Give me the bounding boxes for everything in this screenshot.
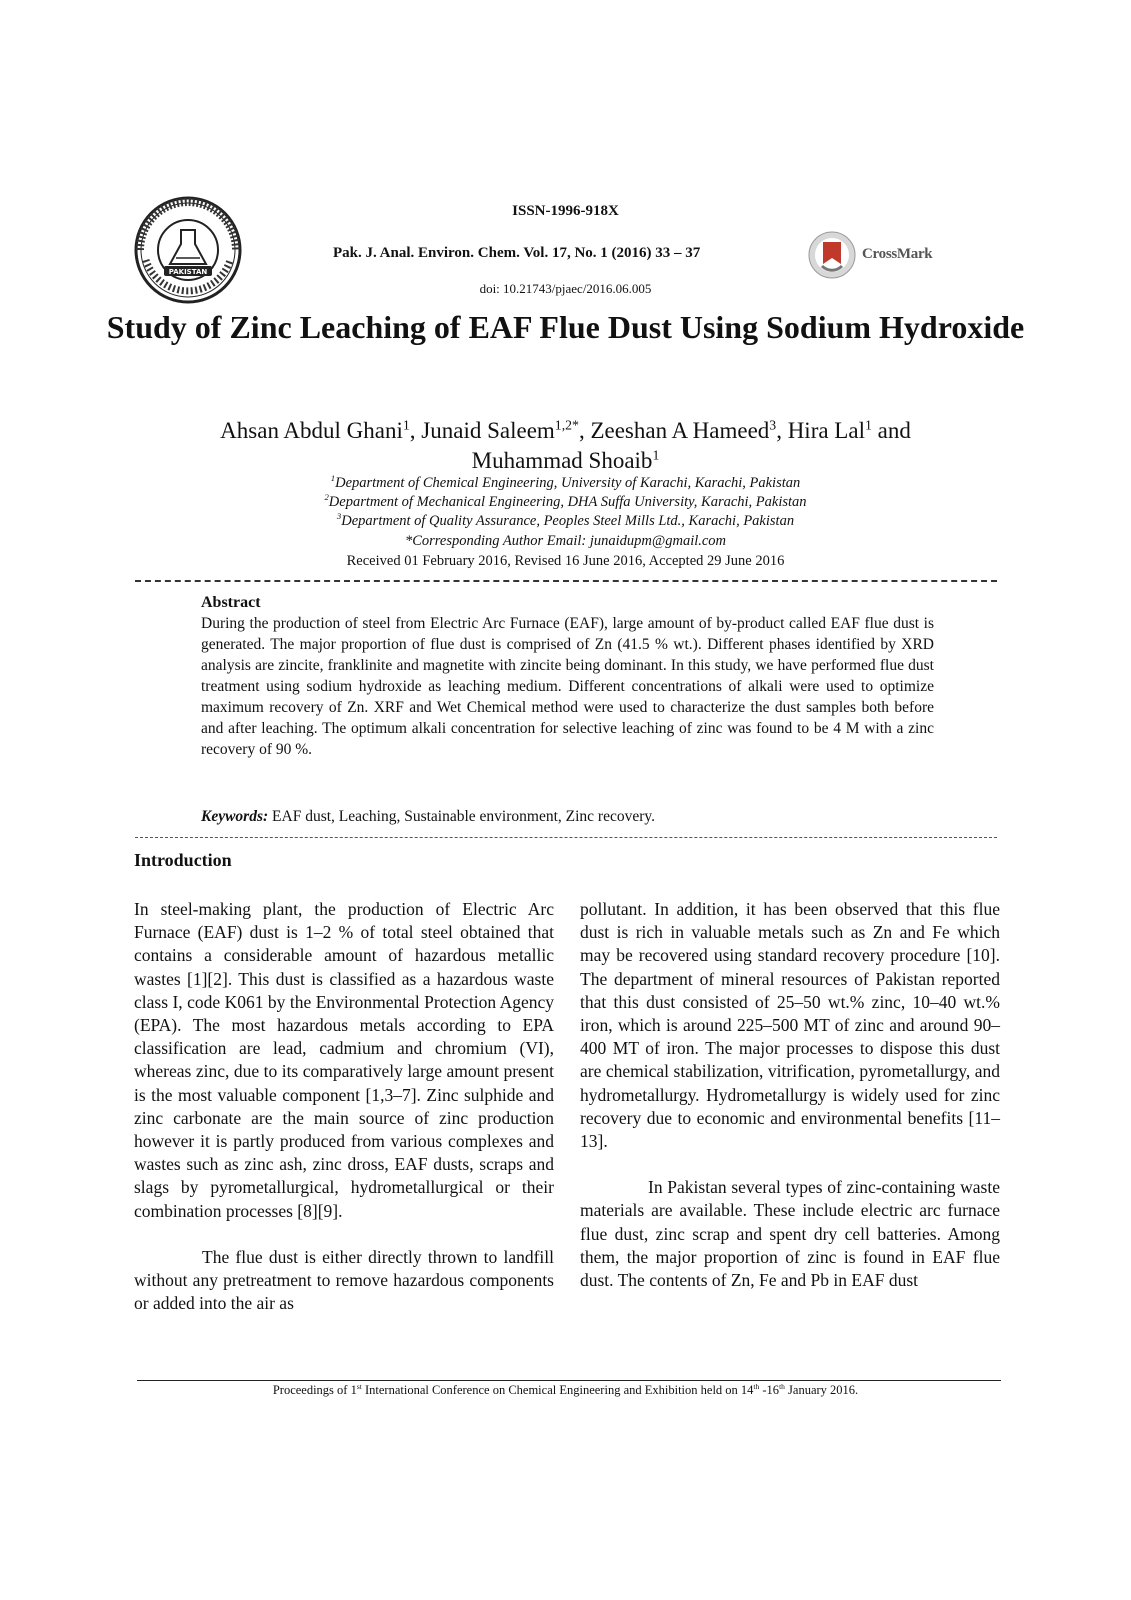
svg-text:PAKISTAN: PAKISTAN xyxy=(168,268,208,276)
author-name: Ahsan Abdul Ghani xyxy=(220,418,403,443)
affiliation-text: Department of Chemical Engineering, University of Karachi, Karachi, Pakistan xyxy=(335,475,801,491)
affiliation-sup: 1 xyxy=(330,473,336,484)
footer-text: -16 xyxy=(759,1383,780,1397)
author-sup: 1 xyxy=(652,447,660,463)
divider xyxy=(135,580,997,585)
affiliation-sup: 2 xyxy=(324,492,329,503)
footer-note xyxy=(0,1383,1131,1398)
corresponding-author: *Corresponding Author Email: junaidupm@gmail.com xyxy=(404,533,727,549)
author-name: Muhammad Shoaib xyxy=(471,448,653,473)
footer-sup: st xyxy=(356,1381,362,1391)
author-name: Hira Lal xyxy=(787,418,865,443)
text-column-right xyxy=(580,898,1000,1292)
text-column-left xyxy=(134,898,554,1315)
author-list: Ahsan Abdul Ghani$^1$, Junaid Saleem$^{1,2*}$, Zeeshan A Hameed$^3$, Hira Lal$^1$ and Muhammad Shoaib$^1$ xyxy=(220,417,911,473)
journal-citation: Pak. J. Anal. Environ. Chem. Vol. 17, No. 1 (2016) 33 – 37 xyxy=(333,245,701,261)
received-dates: Received 01 February 2016, Revised 16 June 2016, Accepted 29 June 2016 xyxy=(346,553,785,569)
paragraph: In steel-making plant, the production of Electric Arc Furnace (EAF) dust is 1–2 % of total steel obtained that contains a considerable amount of hazardous metallic wastes [1][2]. This dust is classified as a hazardous waste class I, code K061 by the Environmental Protection Agency (EPA). The most hazardous metals according to EPA classification are lead, cadmium and chromium (VI), whereas zinc, due to its comparatively large amount present is the most valuable component [1,3–7]. Zinc sulphide and zinc carbonate are the main source of zinc production however it is partly produced from various complexes and wastes such as zinc ash, zinc dross, EAF dusts, scraps and slags by pyrometallurgical, hydrometallurgical or their combination processes [8][9]. xyxy=(134,899,554,1221)
keywords-label: Keywords: xyxy=(201,808,269,825)
doi-link[interactable]: doi: 10.21743/pjaec/2016.06.005 xyxy=(479,281,652,296)
affiliation xyxy=(80,475,1051,492)
author-sup: 1 xyxy=(402,417,410,433)
footer-rule xyxy=(137,1380,1001,1381)
affiliation-sup: 3 xyxy=(336,511,342,522)
paragraph: pollutant. In addition, it has been observed that this flue dust is rich in valuable metals such as Zn and Fe which may be recovered using standard recovery procedure [10]. The department of mineral resources of Pakistan reported that this dust consisted of 25–50 wt.% zinc, 10–40 wt.% iron, which is around 225–500 MT of zinc and around 90–400 MT of iron. The major processes to dispose this dust are chemical stabilization, vitrification, pyrometallurgy, and hydrometallurgy. Hydrometallurgy is widely used for zinc recovery due to economic and environmental benefits [11–13]. xyxy=(580,899,1000,1152)
author-name: Zeeshan A Hameed xyxy=(590,418,770,443)
author-name: Junaid Saleem xyxy=(421,418,555,443)
keywords xyxy=(201,808,655,826)
section-heading: Introduction xyxy=(134,850,232,870)
footer-sup: th xyxy=(753,1381,760,1391)
affiliation-text: Department of Mechanical Engineering, DHA Suffa University, Karachi, Pakistan xyxy=(328,494,807,510)
affiliation xyxy=(80,494,1051,511)
paragraph: In Pakistan several types of zinc-containing waste materials are available. These include electric arc furnace flue dust, zinc scrap and spent dry cell batteries. Among them, the major proportion of zinc is found in EAF flue dust. The contents of Zn, Fe and Pb in EAF dust xyxy=(580,1177,1000,1291)
author-sup: 3 xyxy=(769,417,777,433)
abstract-body: During the production of steel from Electric Arc Furnace (EAF), large amount of by-product called EAF flue dust is generated. The major proportion of flue dust is comprised of Zn (41.5 % wt.). Different phases identified by XRD analysis are zincite, franklinite and magnetite with zincite being dominant. In this study, we have performed flue dust treatment using sodium hydroxide as leaching medium. Different concentrations of alkali were used to optimize maximum recovery of Zn. XRF and Wet Chemical method were used to characterize the dust samples both before and after leaching. The optimum alkali concentration for selective leaching of zinc was found to be 4 M with a zinc recovery of 90 %. xyxy=(201,615,934,758)
paragraph: The flue dust is either directly thrown to landfill without any pretreatment to remove hazardous components or added into the air as xyxy=(134,1246,554,1314)
affiliation xyxy=(80,513,1051,530)
paper-title: Study of Zinc Leaching of EAF Flue Dust Using Sodium Hydroxide xyxy=(106,309,1025,345)
footer-text: Proceedings of 1 xyxy=(272,1383,357,1397)
keywords-text: EAF dust, Leaching, Sustainable environment, Zinc recovery. xyxy=(272,808,655,825)
abstract-heading: Abstract xyxy=(201,594,261,611)
crossmark-label[interactable]: CrossMark xyxy=(862,246,933,262)
footer-text: January 2016. xyxy=(784,1383,859,1397)
author-sup: 1 xyxy=(864,417,872,433)
affiliation-text: Department of Quality Assurance, Peoples Steel Mills Ltd., Karachi, Pakistan xyxy=(341,513,795,529)
footer-sup: th xyxy=(779,1381,785,1391)
author-sup: 1,2* xyxy=(554,417,579,433)
issn: ISSN-1996-918X xyxy=(512,203,619,219)
divider xyxy=(135,837,997,841)
footer-text: International Conference on Chemical Engineering and Exhibition held on 14 xyxy=(361,1383,754,1397)
